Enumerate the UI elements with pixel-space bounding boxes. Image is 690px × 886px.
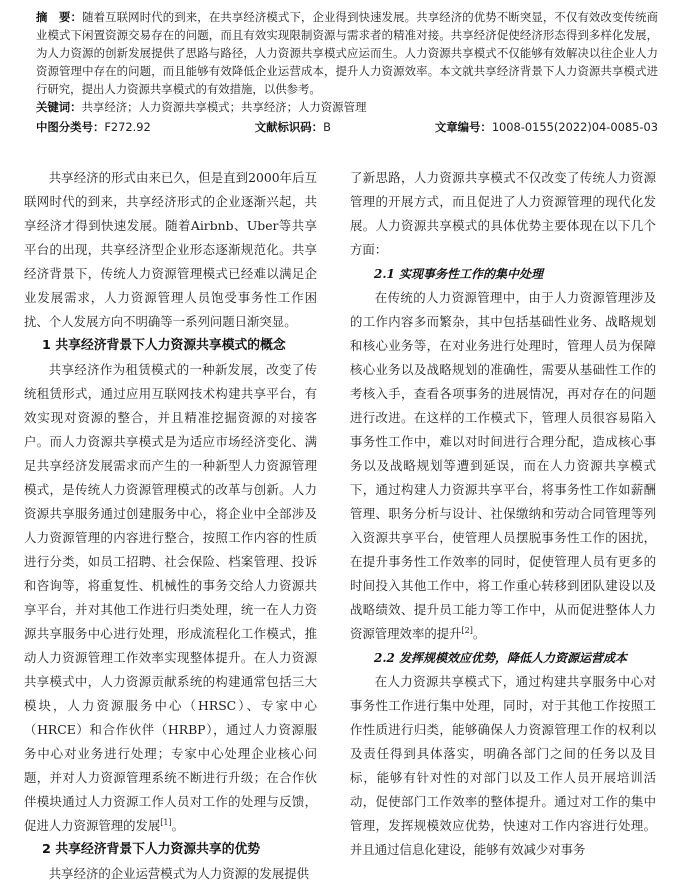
article-value: 1008-0155(2022)04-0085-03 bbox=[491, 120, 658, 134]
reference-2: [2] bbox=[461, 625, 473, 635]
doc-value: B bbox=[323, 120, 331, 134]
section-1-end: 。 bbox=[171, 818, 185, 833]
article-number bbox=[435, 118, 658, 136]
subsection-2-2-paragraph: 在人力资源共享模式下，通过构建共享服务中心对事务性工作进行集中处理，同时，对于其他工作按照工作性质进行归类，能够确保人力资源管理工作的权利以及责任得到具体落实，明确各部门之间的任务以及目标，能够有针对性的对部门以及工作人员开展培训活动，促使部门工作效率的整体提升。通过对工作的集中管理，发挥规模效应优势，快速对工作内容进行处理。并且通过信息化建设，能够有效减少对事务 bbox=[350, 674, 656, 857]
subsection-2-1-paragraph bbox=[350, 286, 656, 646]
intro-paragraph: 共享经济的形式由来已久，但是直到2000年后互联网时代的到来，共享经济形式的企业逐渐兴起，共享经济才得到快速发展。随着Airbnb、Uber等共享平台的出现，共享经济型企业形态逐渐规范化。共享经济背景下，传统人力资源管理模式已经难以满足企业发展需求，人力资源管理人员饱受事务性工作困扰、个人发展方向不明确等一系列问题日渐突显。 bbox=[24, 170, 317, 329]
section-2-paragraph-continued: 了新思路，人力资源共享模式不仅改变了传统人力资源管理的开展方式，而且促进了人力资源管理的现代化发展。人力资源共享模式的具体优势主要体现在以下几个方面： bbox=[350, 170, 656, 257]
section-1-paragraph bbox=[24, 358, 317, 838]
keywords-label: 关键词： bbox=[36, 100, 82, 114]
abstract-paragraph bbox=[36, 8, 658, 98]
abstract-block bbox=[36, 8, 658, 136]
article-metadata-row bbox=[36, 118, 658, 136]
document-code bbox=[255, 118, 331, 136]
article-label: 文章编号： bbox=[434, 120, 492, 134]
clc-label: 中图分类号： bbox=[36, 120, 105, 134]
subsection-2-2-heading: 2.2 发挥规模效应优势，降低人力资源运营成本 bbox=[374, 651, 628, 665]
reference-1: [1] bbox=[160, 817, 172, 827]
subsection-2-1-end: 。 bbox=[472, 626, 486, 641]
clc-value: F272.92 bbox=[104, 120, 151, 134]
section-2-heading: 2 共享经济背景下人力资源共享的优势 bbox=[42, 842, 261, 857]
abstract-label: 摘 要： bbox=[36, 10, 83, 24]
clc-number bbox=[36, 118, 151, 136]
abstract-text: 随着互联网时代的到来，在共享经济模式下，企业得到快速发展。共享经济的优势不断突显，不仅有效改变传统商业模式下闲置资源交易存在的问题，而且有效实现限制资源与需求者的精准对接。共享经济促使经济形态得到多样化发展，为人力资源的创新发展提供了思路与路径，人力资源共享模式应运而生。人力资源共享模式不仅能够有效解决以往企业人力资源管理中存在的问题，而且能够有效降低企业运营成本，提升人力资源效率。本文就共享经济背景下人力资源共享模式进行研究，提出人力资源共享模式的有效措施，以供参考。 bbox=[36, 10, 658, 96]
subsection-2-1-text: 在传统的人力资源管理中，由于人力资源管理涉及的工作内容多而繁杂，其中包括基础性业务、战略规划和核心业务等，在对业务进行处理时，管理人员为保障核心业务以及战略规划的准确性，需要从基础性工作的考核入手，查看各项事务的进展情况，再对存在的问题进行改进。在这样的工作模式下，管理人员很容易陷入事务性工作中，难以对时间进行合理分配，造成核心事务以及战略规划等遭到延误，而在人力资源共享模式下，通过构建人力资源共享平台，将事务性工作如薪酬管理、职务分析与设计、社保缴纳和劳动合同管理等列入资源共享平台，使管理人员摆脱事务性工作的困扰，在提升事务性工作效率的同时，促使管理人员有更多的时间投入其他工作中，将工作重心转移到团队建设以及战略绩效、提升员工能力等工作中，从而促进整体人力资源管理效率的提升 bbox=[350, 290, 656, 641]
section-1-heading: 1 共享经济背景下人力资源共享模式的概念 bbox=[42, 338, 286, 353]
keywords-text: 共享经济；人力资源共享模式；共享经济；人力资源管理 bbox=[81, 100, 367, 114]
doc-label: 文献标识码： bbox=[254, 120, 324, 134]
section-1-text: 共享经济作为租赁模式的一种新发展，改变了传统租赁形式，通过应用互联网技术构建共享平台，有效实现对资源的整合，并且精准挖掘资源的对接客户。而人力资源共享模式是为适应市场经济变化、满足共享经济发展需求而产生的一种新型人力资源管理模式，是传统人力资源管理模式的改革与创新。人力资源共享服务通过创建服务中心，将企业中全部涉及人力资源管理的内容进行整合，按照工作内容的性质进行分类，如员工招聘、社会保险、档案管理、投诉和咨询等，将重复性、机械性的事务交给人力资源共享平台，并对其他工作进行归类处理，统一在人力资源共享服务中心进行处理，形成流程化工作模式，推动人力资源管理工作效率实现整体提升。在人力资源共享模式中，人力资源贡献系统的构建通常包括三大模块，人力资源服务中心（HRSC）、专家中心（HRCE）和合作伙伴（HRBP），通过人力资源服务中心对业务进行处理；专家中心处理企业核心问题，并对人力资源管理系统不断进行升级；在合作伙伴模块通过人力资源工作人员对工作的处理与反馈，促进人力资源管理的发展 bbox=[24, 362, 317, 833]
keywords-paragraph bbox=[36, 98, 658, 116]
right-column bbox=[350, 166, 656, 862]
section-2-paragraph-start: 共享经济的企业运营模式为人力资源的发展提供 bbox=[48, 866, 309, 881]
subsection-2-1-heading: 2.1 实现事务性工作的集中处理 bbox=[374, 267, 544, 281]
left-column bbox=[24, 166, 317, 886]
